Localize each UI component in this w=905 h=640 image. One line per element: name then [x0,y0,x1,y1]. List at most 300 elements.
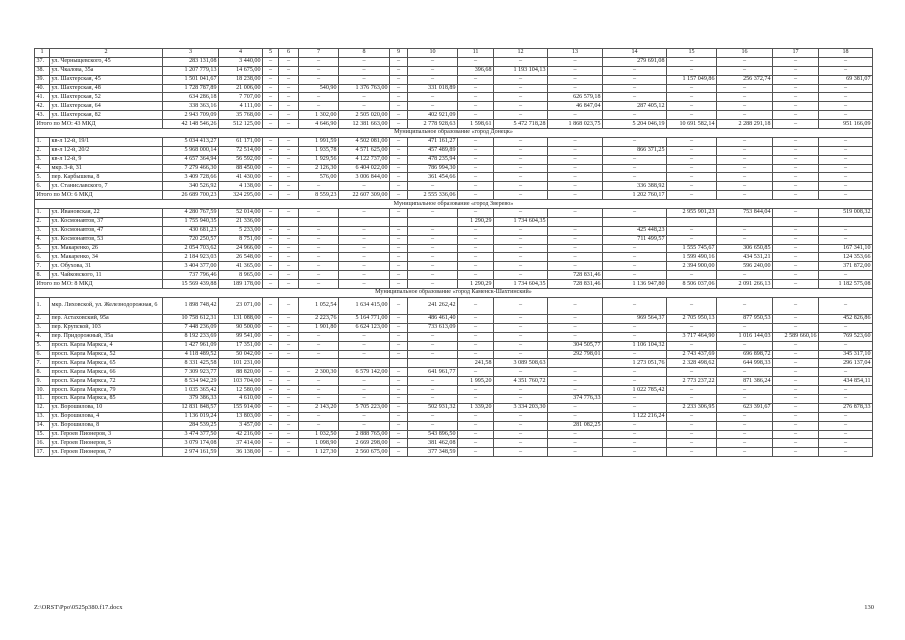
value-cell: 8 192 233,69 [163,332,219,341]
value-cell: – [819,137,873,146]
value-cell: – [819,155,873,164]
value-cell: – [263,386,279,395]
value-cell: – [773,209,819,218]
table-row [35,421,873,430]
value-cell: – [773,421,819,430]
value-cell: – [263,271,279,280]
value-cell: 634 286,18 [163,93,219,102]
value-cell: – [548,155,603,164]
value-cell: – [494,271,548,280]
value-cell: – [408,66,458,75]
row-number-cell: 12. [35,403,50,412]
value-cell: 396,68 [458,66,494,75]
value-cell: 737 796,46 [163,271,219,280]
value-cell: – [263,66,279,75]
column-number-cell: 8 [339,49,390,58]
value-cell: 753 844,04 [717,209,773,218]
address-cell: ул. Ворошилова, 10 [50,403,163,412]
value-cell: 381 462,08 [408,439,458,448]
address-cell: ул. Шахтерская, 52 [50,93,163,102]
address-cell: мкр. 3-й, 31 [50,164,163,173]
value-cell: 7 279 466,30 [163,164,219,173]
value-cell: – [603,262,667,271]
value-cell: 1 901,80 [299,323,339,332]
value-cell: – [263,226,279,235]
value-cell: – [458,332,494,341]
total-cell: – [263,120,279,129]
column-number-cell: 4 [219,49,263,58]
value-cell: – [390,297,408,314]
value-cell: – [603,253,667,262]
value-cell: – [494,262,548,271]
row-number-cell: 17. [35,448,50,457]
value-cell: – [299,262,339,271]
value-cell: – [390,332,408,341]
column-number-cell: 18 [819,49,873,58]
value-cell: 4 280 767,59 [163,209,219,218]
value-cell: – [263,412,279,421]
value-cell: – [279,386,299,395]
value-cell: – [408,102,458,111]
table-row [35,226,873,235]
value-cell: – [458,102,494,111]
table-row [35,359,873,368]
value-cell: 287 405,12 [603,102,667,111]
total-cell: 1 136 947,80 [603,280,667,289]
value-cell: 1 032,50 [299,430,339,439]
value-cell: – [279,350,299,359]
value-cell: – [279,226,299,235]
total-cell: 951 166,09 [819,120,873,129]
budget-table-sheet [34,48,872,457]
value-cell: – [819,93,873,102]
value-cell: – [773,403,819,412]
value-cell: – [819,84,873,93]
value-cell: – [773,377,819,386]
value-cell: – [263,164,279,173]
value-cell: – [339,226,390,235]
value-cell: – [717,439,773,448]
value-cell: 1 122 216,24 [603,412,667,421]
value-cell: 434 854,11 [819,377,873,386]
value-cell: 2 669 298,00 [339,439,390,448]
value-cell: – [667,430,717,439]
value-cell: 1 207 779,13 [163,66,219,75]
value-cell: – [773,93,819,102]
value-cell: – [390,271,408,280]
value-cell: 1 016 144,03 [717,332,773,341]
value-cell: 3 457,00 [219,421,263,430]
value-cell: – [458,155,494,164]
value-cell: – [263,341,279,350]
address-cell: ул. Космонавтов, 37 [50,217,163,226]
value-cell: 519 008,32 [819,209,873,218]
value-cell: 377 348,59 [408,448,458,457]
value-cell: 2 705 950,13 [667,314,717,323]
value-cell [279,217,299,226]
value-cell: 8 751,00 [219,235,263,244]
value-cell: 2 126,30 [299,164,339,173]
value-cell: 41 430,00 [219,173,263,182]
value-cell: – [339,262,390,271]
value-cell: 279 691,08 [603,57,667,66]
value-cell: – [263,430,279,439]
table-row [35,448,873,457]
value-cell: – [819,271,873,280]
address-cell: ул. Макаренко, 34 [50,253,163,262]
value-cell: – [263,57,279,66]
value-cell: – [773,323,819,332]
value-cell: – [458,57,494,66]
value-cell: – [408,377,458,386]
value-cell: – [408,75,458,84]
table-row [35,155,873,164]
value-cell: – [717,323,773,332]
value-cell: – [548,66,603,75]
value-cell: 4 351 760,72 [494,377,548,386]
total-cell: – [548,191,603,200]
value-cell: – [279,314,299,323]
value-cell: – [279,341,299,350]
value-cell: – [773,244,819,253]
value-cell: – [299,271,339,280]
value-cell: – [279,84,299,93]
value-cell [717,217,773,226]
value-cell: – [263,93,279,102]
value-cell: – [667,164,717,173]
value-cell: 4 502 081,00 [339,137,390,146]
value-cell: 3 409 728,66 [163,173,219,182]
value-cell: – [494,439,548,448]
value-cell: – [717,421,773,430]
value-cell: – [667,271,717,280]
table-row [35,350,873,359]
address-cell: просп. Карла Маркса, 85 [50,394,163,403]
value-cell [299,359,339,368]
value-cell: 1 098,90 [299,439,339,448]
value-cell: 1 022 785,42 [603,386,667,395]
value-cell: – [458,182,494,191]
value-cell: 478 235,94 [408,155,458,164]
address-cell: кв-л 12-й, 9 [50,155,163,164]
value-cell: – [603,439,667,448]
value-cell: – [279,235,299,244]
value-cell: 338 363,16 [163,102,219,111]
value-cell: – [279,394,299,403]
total-cell: – [458,191,494,200]
value-cell: – [667,155,717,164]
value-cell: – [458,368,494,377]
table-row [35,430,873,439]
value-cell: 304 505,77 [548,341,603,350]
value-cell: – [458,323,494,332]
total-cell: 4 646,90 [299,120,339,129]
value-cell: – [279,262,299,271]
value-cell: – [299,102,339,111]
value-cell: 3 089 508,63 [494,359,548,368]
value-cell: – [603,111,667,120]
value-cell: – [299,226,339,235]
column-number-cell: 5 [263,49,279,58]
value-cell: – [548,412,603,421]
total-cell: 22 607 309,00 [339,191,390,200]
value-cell: 4 610,00 [219,394,263,403]
value-cell: – [458,448,494,457]
value-cell: 296 137,04 [819,359,873,368]
value-cell: – [263,350,279,359]
value-cell: – [408,209,458,218]
value-cell: – [603,368,667,377]
value-cell: – [819,386,873,395]
row-number-cell: 42. [35,102,50,111]
value-cell: – [263,244,279,253]
total-cell: – [717,191,773,200]
table-row [35,235,873,244]
row-number-cell: 41. [35,93,50,102]
value-cell: – [548,57,603,66]
value-cell: 1 302,00 [299,111,339,120]
value-cell: 457 489,89 [408,146,458,155]
value-cell: 1 193 104,13 [494,66,548,75]
column-number-cell: 14 [603,49,667,58]
address-cell: ул. Героев Пионеров, 5 [50,439,163,448]
value-cell: 1 898 748,42 [163,297,219,314]
row-number-cell: 15. [35,430,50,439]
value-cell: 2 223,76 [299,314,339,323]
value-cell: – [494,244,548,253]
total-cell: – [667,191,717,200]
value-cell: 8 331 425,58 [163,359,219,368]
value-cell: 371 872,00 [819,262,873,271]
row-number-cell: 16. [35,439,50,448]
total-cell: 1 290,29 [458,280,494,289]
table-row [35,412,873,421]
value-cell [819,217,873,226]
value-cell: – [279,173,299,182]
value-cell [390,217,408,226]
value-cell: – [667,226,717,235]
total-cell: 1 868 023,75 [548,120,603,129]
value-cell: – [408,93,458,102]
value-cell: – [667,102,717,111]
value-cell: 281 082,25 [548,421,603,430]
value-cell: 1 929,56 [299,155,339,164]
value-cell: 379 386,33 [163,394,219,403]
total-cell: 1 598,61 [458,120,494,129]
value-cell: 4 657 364,94 [163,155,219,164]
value-cell: – [548,253,603,262]
value-cell: – [458,430,494,439]
value-cell: – [390,137,408,146]
value-cell: 21 336,00 [219,217,263,226]
value-cell: – [773,164,819,173]
value-cell: – [408,57,458,66]
value-cell: – [717,164,773,173]
value-cell: – [390,182,408,191]
total-cell: – [819,191,873,200]
value-cell: – [494,111,548,120]
value-cell: 37 414,00 [219,439,263,448]
address-cell: ул. Героев Пионеров, 3 [50,430,163,439]
table-row [35,341,873,350]
value-cell: – [390,253,408,262]
total-cell: 2 288 291,18 [717,120,773,129]
value-cell: 52 014,00 [219,209,263,218]
value-cell: – [299,341,339,350]
section-header-row [35,289,873,298]
value-cell: – [279,164,299,173]
address-cell: мкр. Лиховской, ул. Железнодорожная, 6 [50,297,163,314]
value-cell: – [458,394,494,403]
value-cell: – [390,403,408,412]
table-row [35,217,873,226]
value-cell [299,217,339,226]
value-cell: 3 474 377,50 [163,430,219,439]
value-cell: – [458,173,494,182]
value-cell: – [408,253,458,262]
value-cell: 2 589 660,16 [773,332,819,341]
table-row [35,297,873,314]
value-cell: 1 127,30 [299,448,339,457]
value-cell: – [819,421,873,430]
value-cell [263,217,279,226]
value-cell: – [717,137,773,146]
table-row [35,394,873,403]
total-cell: – [408,280,458,289]
value-cell: 13 803,00 [219,412,263,421]
value-cell: 283 131,08 [163,57,219,66]
value-cell: – [390,430,408,439]
table-row [35,368,873,377]
value-cell: – [390,412,408,421]
value-cell: – [773,271,819,280]
row-number-cell: 8. [35,271,50,280]
value-cell: 18 238,00 [219,75,263,84]
value-cell: – [773,314,819,323]
value-cell: – [279,430,299,439]
column-number-cell: 17 [773,49,819,58]
value-cell: – [603,209,667,218]
value-cell: – [390,146,408,155]
address-cell: ул. Шахтерская, 64 [50,102,163,111]
address-cell: пер. Карбышева, 8 [50,173,163,182]
value-cell: – [717,173,773,182]
value-cell: – [603,75,667,84]
value-cell: – [458,350,494,359]
value-cell: 7 309 923,77 [163,368,219,377]
value-cell: – [717,57,773,66]
value-cell: – [603,297,667,314]
value-cell: – [299,332,339,341]
value-cell: 969 564,37 [603,314,667,323]
total-cell: 26 689 700,23 [163,191,219,200]
value-cell: – [390,350,408,359]
row-number-cell: 9. [35,377,50,386]
table-row [35,57,873,66]
value-cell: – [263,323,279,332]
value-cell: – [667,235,717,244]
value-cell: – [408,182,458,191]
value-cell: – [458,93,494,102]
value-cell: – [773,430,819,439]
value-cell: 502 931,32 [408,403,458,412]
value-cell: – [339,421,390,430]
total-cell: 2 091 266,13 [717,280,773,289]
value-cell: 3 079 174,08 [163,439,219,448]
value-cell: 155 914,00 [219,403,263,412]
section-title: Муниципальное образование «город Донецк» [35,129,873,138]
column-number-cell: 7 [299,49,339,58]
value-cell: 42 216,00 [219,430,263,439]
row-number-cell: 11. [35,394,50,403]
value-cell: 6 579 142,00 [339,368,390,377]
value-cell: – [263,314,279,323]
value-cell: – [603,155,667,164]
value-cell: – [458,271,494,280]
value-cell: 452 826,86 [819,314,873,323]
value-cell: 2 328 498,62 [667,359,717,368]
total-cell: – [279,120,299,129]
value-cell: – [667,323,717,332]
value-cell: – [494,323,548,332]
value-cell: 2 955 901,23 [667,209,717,218]
value-cell: 3 006 844,00 [339,173,390,182]
row-number-cell: 39. [35,75,50,84]
value-cell: – [773,173,819,182]
value-cell: 361 454,66 [408,173,458,182]
value-cell: – [773,146,819,155]
value-cell: – [494,146,548,155]
value-cell: – [819,173,873,182]
value-cell: – [408,226,458,235]
value-cell: 8 534 942,29 [163,377,219,386]
value-cell: – [494,297,548,314]
value-cell: – [263,421,279,430]
value-cell: 99 541,00 [219,332,263,341]
value-cell: – [819,182,873,191]
total-cell: – [494,191,548,200]
value-cell: – [548,209,603,218]
column-number-cell: 6 [279,49,299,58]
value-cell: – [390,209,408,218]
value-cell: – [390,341,408,350]
total-row [35,280,873,289]
value-cell: 626 579,18 [548,93,603,102]
value-cell: – [667,421,717,430]
value-cell: 543 896,50 [408,430,458,439]
value-cell: – [299,75,339,84]
value-cell: – [773,262,819,271]
total-cell: 5 472 718,28 [494,120,548,129]
value-cell: – [773,350,819,359]
value-cell: 2 974 161,59 [163,448,219,457]
value-cell: 2 394 900,00 [667,262,717,271]
section-title: Муниципальное образование «город Зверево» [35,200,873,209]
value-cell: 1 157 049,86 [667,75,717,84]
value-cell: – [603,332,667,341]
address-cell: просп. Карла Маркса, 66 [50,368,163,377]
value-cell: – [603,350,667,359]
value-cell: – [458,111,494,120]
value-cell: – [390,66,408,75]
value-cell: – [819,226,873,235]
value-cell: 336 388,92 [603,182,667,191]
value-cell: 241 262,42 [408,297,458,314]
value-cell: – [548,297,603,314]
row-number-cell: 1. [35,209,50,218]
address-cell: просп. Карла Маркса, 79 [50,386,163,395]
value-cell: – [263,75,279,84]
